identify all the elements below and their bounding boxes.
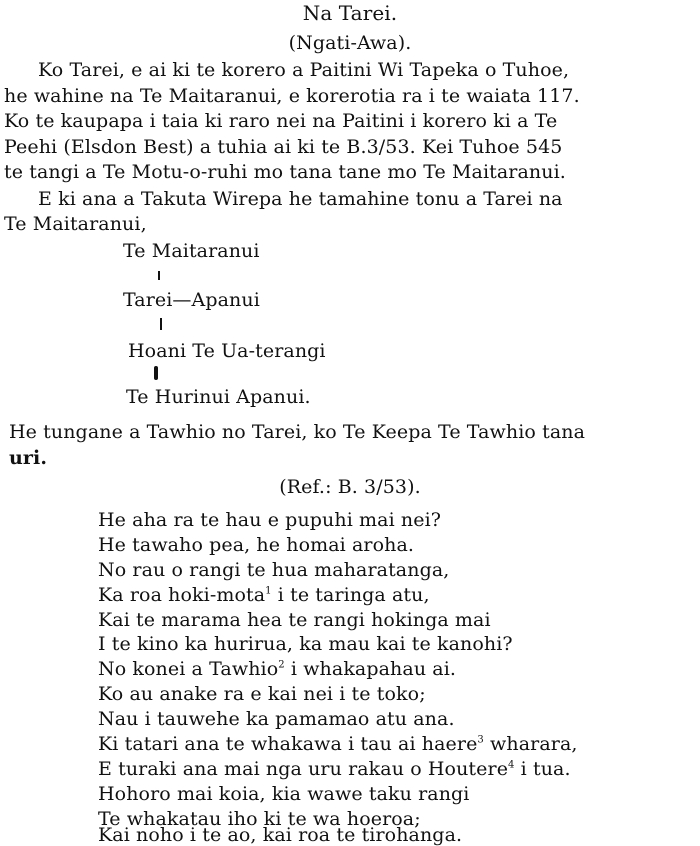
poem-line: Kai noho i te ao, kai roa te tirohanga. (98, 824, 463, 846)
poem-text: Ka roa hoki-mota (98, 584, 266, 606)
poem-text: i whakapahau ai. (284, 658, 457, 680)
poem-line: No rau o rangi te hua maharatanga, (98, 559, 450, 581)
genealogy-connector (160, 318, 162, 330)
genealogy-name: Hoani Te Ua-terangi (128, 340, 326, 362)
poem-line: Te whakatau iho ki te wa hoeroa; (98, 808, 421, 830)
poem-text: No konei a Tawhio (98, 658, 279, 680)
poem-line: He aha ra te hau e pupuhi mai nei? (98, 509, 442, 531)
intro-line: Ko Tarei, e ai ki te korero a Paitini Wi Tapeka o Tuhoe, (38, 59, 570, 81)
intro-line: Te Maitaranui, (4, 213, 147, 235)
poem-text: i te taringa atu, (271, 584, 430, 606)
poem-text: E turaki ana mai nga uru rakau o Houtere (98, 758, 509, 780)
poem-text: wharara, (483, 733, 578, 755)
genealogy-name: Te Hurinui Apanui. (126, 386, 311, 408)
footnote-mark: 4 (508, 759, 515, 771)
genealogy-name: Te Maitaranui (123, 240, 260, 262)
relation-text: He tungane a Tawhio no Tarei, ko Te Keepa Te Tawhio tana (9, 421, 586, 443)
poem-line (98, 584, 430, 606)
poem-text: i tua. (514, 758, 571, 780)
poem-line (98, 658, 456, 680)
genealogy-connector (158, 271, 160, 280)
footnote-mark: 3 (477, 734, 484, 746)
intro-line: E ki ana a Takuta Wirepa he tamahine tonu a Tarei na (38, 188, 563, 210)
intro-line: te tangi a Te Motu-o-ruhi mo tana tane mo Te Maitaranui. (4, 161, 566, 183)
poem-line: He tawaho pea, he homai aroha. (98, 534, 415, 556)
page-title: Na Tarei. (302, 1, 398, 25)
intro-line: he wahine na Te Maitaranui, e korerotia ra i te waiata 117. (4, 85, 580, 107)
reference-line: (Ref.: B. 3/53). (279, 476, 421, 498)
footnote-mark: 2 (278, 659, 285, 671)
poem-line: Kai te marama hea te rangi hokinga mai (98, 609, 491, 631)
relation-text-bold: uri. (9, 447, 48, 469)
page-subtitle: (Ngati-Awa). (288, 32, 412, 54)
poem-line: Nau i tauwehe ka pamamao atu ana. (98, 708, 455, 730)
poem-line (98, 758, 571, 780)
poem-line: Ko au anake ra e kai nei i te toko; (98, 683, 426, 705)
poem-line: Hohoro mai koia, kia wawe taku rangi (98, 783, 470, 805)
poem-line (98, 733, 578, 755)
poem-text: Ki tatari ana te whakawa i tau ai haere (98, 733, 478, 755)
intro-line: Ko te kaupapa i taia ki raro nei na Paitini i korero ki a Te (4, 110, 558, 132)
genealogy-name: Tarei—Apanui (123, 289, 260, 311)
footnote-mark: 1 (265, 585, 272, 597)
genealogy-connector (154, 366, 158, 380)
poem-line: I te kino ka hurirua, ka mau kai te kanohi? (98, 633, 513, 655)
intro-line: Peehi (Elsdon Best) a tuhia ai ki te B.3/53. Kei Tuhoe 545 (4, 136, 563, 158)
